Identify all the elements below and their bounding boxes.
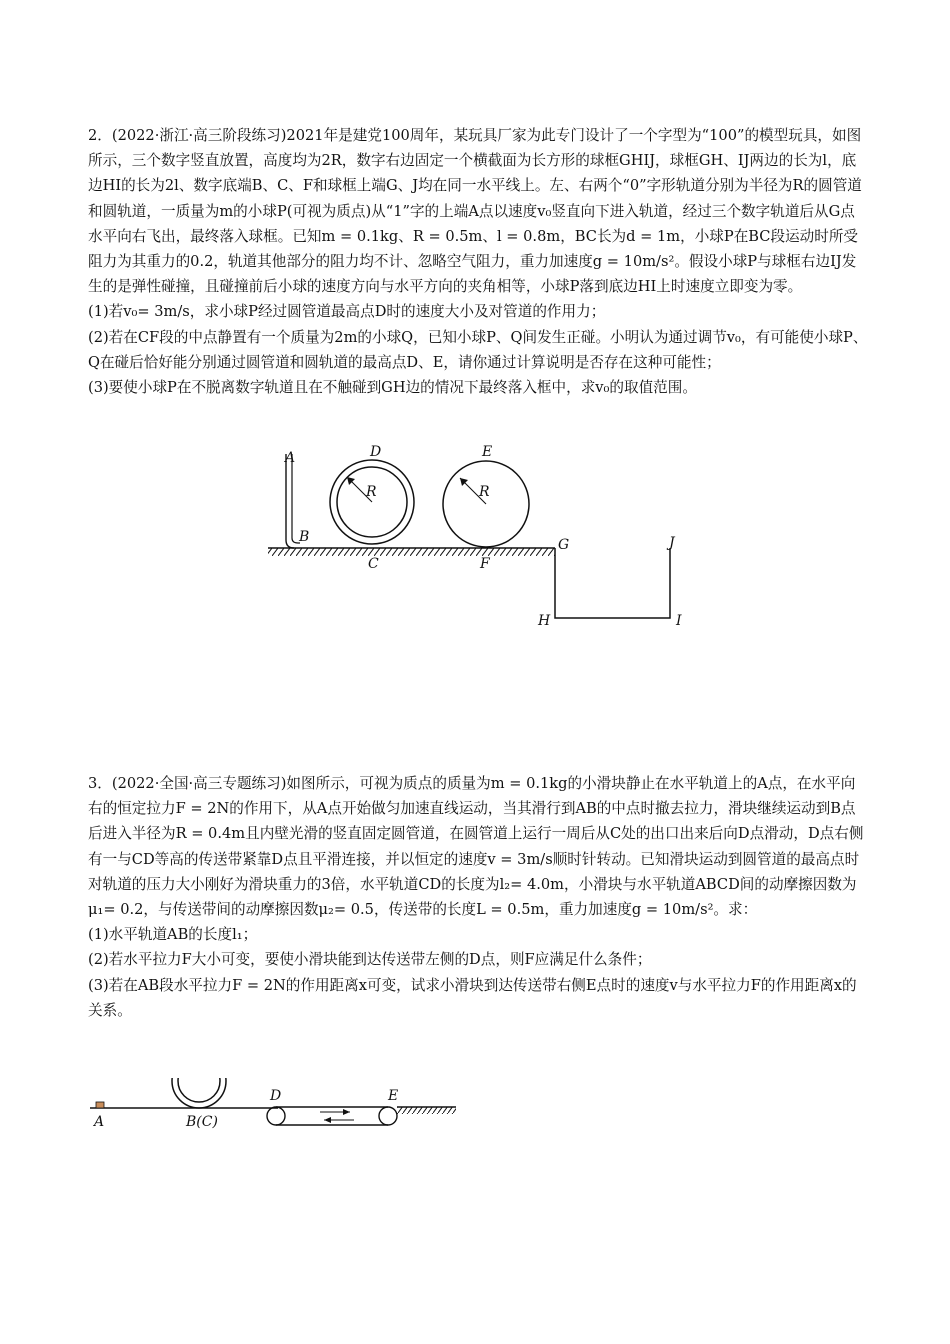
label-R-track: R [479,484,490,500]
label-F: F [480,556,490,572]
label-J: J [669,535,675,551]
pipe-outer [172,1078,226,1108]
belt-roller-right [379,1107,397,1125]
digit-one-track-outer [286,454,294,548]
question-3-part-1: (1)水平轨道AB的长度l₁； [88,926,258,944]
question-2-part-3: (3)要使小球P在不脱离数字轨道且在不触碰到GH边的情况下最终落入框中，求v₀的取值范围。 [88,379,697,397]
label-D: D [370,444,382,460]
label-A: A [94,1114,105,1130]
question-2-figure [260,444,700,634]
label-B-C: B(C) [186,1114,218,1130]
question-2-part-1: (1)若v₀= 3m/s，求小球P经过圆管道最高点D时的速度大小及对管道的作用力； [88,303,606,321]
label-A: A [285,450,296,466]
arrow-left-head [324,1117,331,1123]
arrow-right-head [343,1109,350,1115]
ball-frame [555,548,670,618]
label-C: C [368,556,379,572]
conveyor-diagram [88,1078,468,1133]
label-D: D [270,1088,282,1104]
question-2-part-2: (2)若在CF段的中点静置有一个质量为2m的小球Q，已知小球P、Q间发生正碰。小明认为通过调节v₀，有可能使小球P、Q在碰后恰好能分别通过圆管道和圆轨道的最高点D、E，请你通过计算说明是否存在这种可能性； [88,328,868,371]
pipe-inner [178,1078,220,1102]
label-B: B [299,529,310,545]
question-3-figure [88,1078,468,1133]
label-I: I [676,613,682,629]
label-G: G [558,537,570,553]
toy-model-diagram [260,444,700,634]
right-ground-hatch [397,1107,456,1114]
question-2 [88,123,868,400]
question-3 [88,771,868,1023]
question-3-intro: 3．(2022·全国·高三专题练习)如图所示，可视为质点的质量为m = 0.1kg的小滑块静止在水平轨道上的A点，在水平向右的恒定拉力F = 2N的作用下，从A点开始做匀加速直线运动，当其滑行到AB的中点时撤去拉力，滑块继续运动到B点后进入半径为R = 0.4m且内壁光滑的竖直固定圆管道，在圆管道上运行一周后从C处的出口出来后向D点滑动，D点右侧有一与CD等高的传送带紧靠D点且平滑连接，并以恒定的速度v = 3m/s顺时针转动。已知滑块运动到圆管道的最高点时对轨道的压力大小刚好为滑块重力的3倍，水平轨道CD的长度为l₂= 4.0m，小滑块与水平轨道ABCD间的动摩擦因数为μ₁= 0.2，与传送带间的动摩擦因数μ₂= 0.5，传送带的长度L = 0.5m，重力加速度g = 10m/s²。求： [88,775,864,919]
label-H: H [538,613,551,629]
question-3-part-3: (3)若在AB段水平拉力F = 2N的作用距离x可变，试求小滑块到达传送带右侧E点时的速度v与水平拉力F的作用距离x的关系。 [88,976,857,1019]
belt-roller-left [267,1107,285,1125]
label-E: E [482,444,493,460]
slider-block [96,1102,104,1108]
question-2-intro: 2．(2022·浙江·高三阶段练习)2021年是建党100周年，某玩具厂家为此专门设计了一个字型为“100”的模型玩具，如图所示，三个数字竖直放置，高度均为2R，数字右边固定一个横截面为长方形的球框GHIJ，球框GH、IJ两边的长为l，底边HI的长为2l、数字底端B、C、F和球框上端G、J均在同一水平线上。左、右两个“0”字形轨道分别为半径为R的圆管道和圆轨道，一质量为m的小球P(可视为质点)从“1”字的上端A点以速度v₀竖直向下进入轨道，经过三个数字轨道后从G点水平向右飞出，最终落入球框。已知m = 0.1kg、R = 0.5m、l = 0.8m，BC长为d = 1m，小球P在BC段运动时所受阻力为其重力的0.2，轨道其他部分的阻力均不计、忽略空气阻力，重力加速度g = 10m/s²。假设小球P与球框右边IJ发生的是弹性碰撞，且碰撞前后小球的速度方向与水平方向的夹角相等，小球P落到底边HI上时速度立即变为零。 [88,127,862,296]
question-3-part-2: (2)若水平拉力F大小可变，要使小滑块能到达传送带左侧的D点，则F应满足什么条件； [88,951,652,969]
label-E: E [388,1088,399,1104]
label-R-pipe: R [366,484,377,500]
ground-hatch [268,548,555,556]
